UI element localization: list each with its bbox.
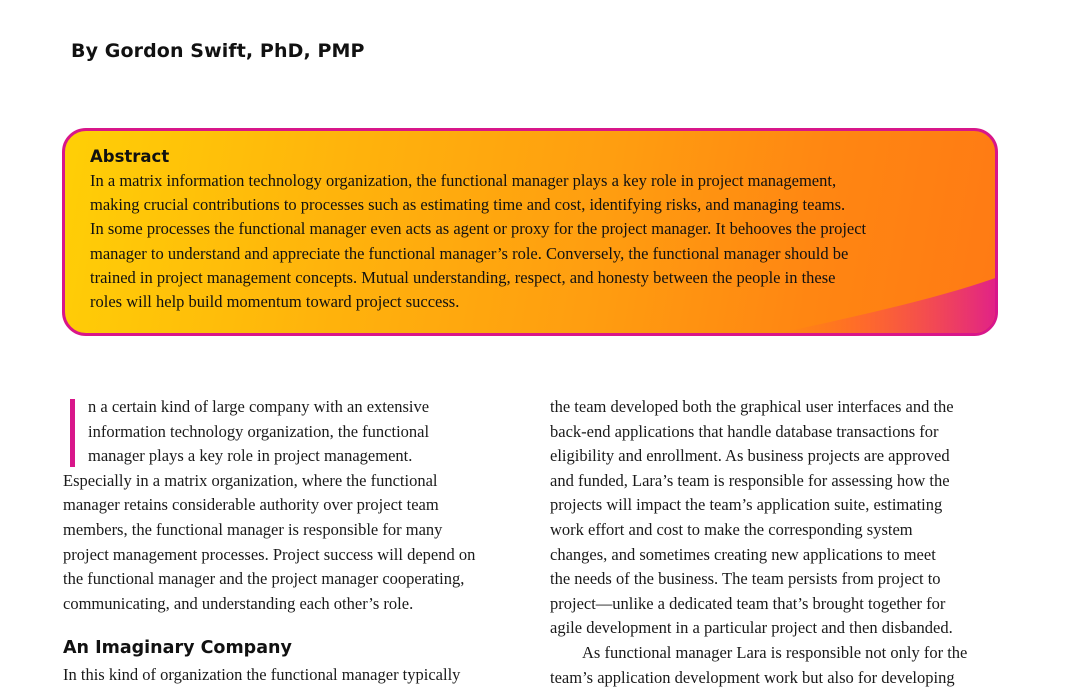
body-line: manager plays a key role in project management. [88,446,413,466]
body-line: manager retains considerable authority over project team [63,495,439,515]
body-line: team’s application development work but also for developing [550,667,955,687]
body-line: the team developed both the graphical user interfaces and the [550,397,954,416]
abstract-content [90,147,970,314]
abstract-line: trained in project management concepts. Mutual understanding, respect, and honesty between the people in these [90,267,836,287]
abstract-box [62,128,998,336]
author-byline: By Gordon Swift, PhD, PMP [71,40,365,62]
body-paragraph [550,395,1020,641]
body-paragraph [63,469,529,617]
right-column [550,395,1020,690]
body-line: In this kind of organization the functional manager typically [63,664,461,684]
body-line: communicating, and understanding each other’s role. [63,593,414,613]
body-line: projects will impact the team’s application suite, estimating [550,495,943,515]
body-line: As functional manager Lara is responsible not only for the [582,642,968,662]
abstract-line: making crucial contributions to processes such as estimating time and cost, identifying risks, and managing teams. [90,195,846,215]
body-line: agile development in a particular project and then disbanded. [550,618,953,638]
body-line: the functional manager and the project manager cooperating, [63,569,465,589]
abstract-line: In some processes the functional manager even acts as agent or proxy for the project manager. It behooves the project [90,219,867,239]
body-line: work effort and cost to make the corresponding system [550,519,913,539]
abstract-line: In a matrix information technology organization, the functional manager plays a key role in project management, [90,171,837,190]
body-line: changes, and sometimes creating new applications to meet [550,544,936,564]
body-line: n a certain kind of large company with an extensive [88,397,430,416]
abstract-line: roles will help build momentum toward project success. [90,292,460,312]
body-line: project—unlike a dedicated team that’s brought together for [550,593,946,613]
body-line: back-end applications that handle database transactions for [550,421,939,441]
body-line: project management processes. Project success will depend on [63,544,476,564]
body-paragraph [550,641,1020,690]
abstract-line: manager to understand and appreciate the functional manager’s role. Conversely, the functional manager should be [90,243,849,263]
abstract-heading: Abstract [90,147,170,166]
section-heading: An Imaginary Company [63,638,292,659]
left-column [63,395,529,688]
body-line: the needs of the business. The team persists from project to [550,569,941,589]
body-line: eligibility and enrollment. As business projects are approved [550,446,950,466]
body-line: and funded, Lara’s team is responsible for assessing how the [550,470,950,490]
intro-paragraph [63,395,529,469]
abstract-text [90,169,970,314]
drop-cap-i [70,399,75,467]
body-line: Especially in a matrix organization, where the functional [63,470,438,490]
body-line: members, the functional manager is responsible for many [63,519,443,539]
body-line: information technology organization, the functional [88,421,430,441]
